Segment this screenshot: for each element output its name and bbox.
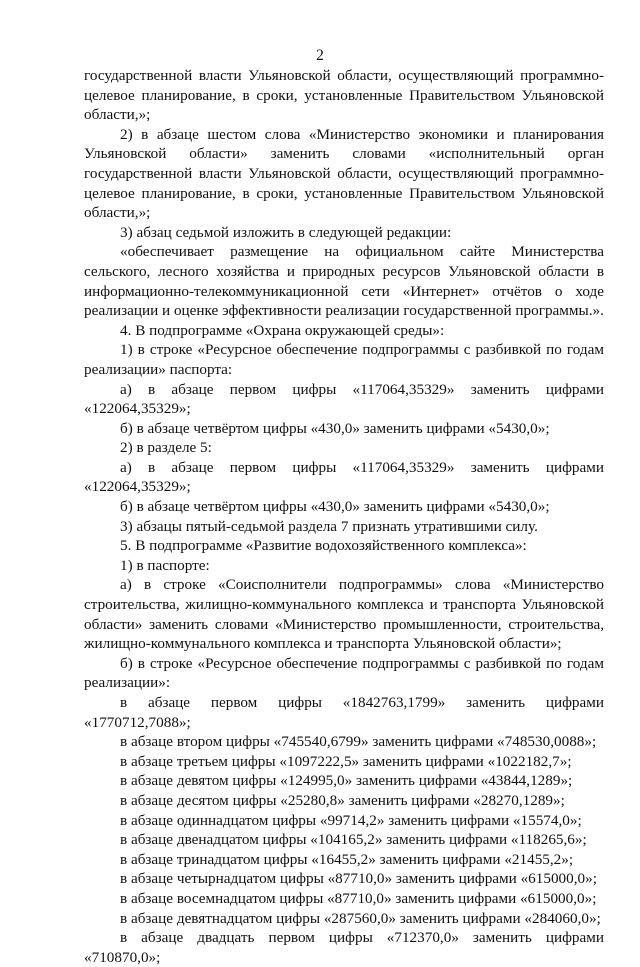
paragraph: 2) в абзаце шестом слова «Министерство экономики и планирования Ульяновской области» заменить словами «исполнительный орган государственной власти Ульяновской области, осуществляющий программно-целевое планирование, в сроки, установленные Правительством Ульяновской области,»; [84,125,604,222]
paragraph: в абзаце втором цифры «745540,6799» заменить цифрами «748530,0088»; [120,733,597,751]
paragraph: а) в абзаце первом цифры «117064,35329» заменить цифрами «122064,35329»; [84,458,604,496]
paragraph: в абзаце четырнадцатом цифры «87710,0» заменить цифрами «615000,0»; [120,870,597,888]
paragraph: б) в абзаце четвёртом цифры «430,0» заменить цифрами «5430,0»; [120,419,550,437]
paragraph: 2) в разделе 5: [120,439,212,457]
paragraph: б) в строке «Ресурсное обеспечение подпрограммы с разбивкой по годам реализации»: [84,654,604,692]
paragraph: в абзаце девятнадцатом цифры «287560,0» заменить цифрами «284060,0»; [120,909,601,927]
paragraph: в абзаце одиннадцатом цифры «99714,2» заменить цифрами «15574,0»; [120,811,582,829]
paragraph: в абзаце десятом цифры «25280,8» заменить цифрами «28270,1289»; [120,791,565,809]
paragraph: в абзаце третьем цифры «1097222,5» заменить цифрами «1022182,7»; [120,752,572,770]
paragraph: государственной власти Ульяновской области, осуществляющий программно-целевое планирование, в сроки, установленные Правительством Ульяновской области,»; [84,67,604,124]
paragraph: 5. В подпрограмме «Развитие водохозяйственного комплекса»: [120,537,527,555]
paragraph: а) в абзаце первом цифры «117064,35329» заменить цифрами «122064,35329»; [84,380,604,418]
page-number: 2 [316,47,324,64]
paragraph: в абзаце первом цифры «1842763,1799» заменить цифрами «1770712,7088»; [84,694,604,731]
document-body [84,66,604,967]
paragraph: б) в абзаце четвёртом цифры «430,0» заменить цифрами «5430,0»; [120,498,550,516]
paragraph: 1) в строке «Ресурсное обеспечение подпрограммы с разбивкой по годам реализации» паспорта: [84,341,604,378]
paragraph: 3) абзацы пятый-седьмой раздела 7 признать утратившими силу. [120,517,538,535]
paragraph: в абзаце двенадцатом цифры «104165,2» заменить цифрами «118265,6»; [120,831,587,849]
paragraph: 1) в паспорте: [120,556,210,574]
paragraph: в абзаце восемнадцатом цифры «87710,0» заменить цифрами «615000,0»; [120,889,597,907]
paragraph: в абзаце девятом цифры «124995,0» заменить цифрами «43844,1289»; [120,772,573,790]
paragraph: в абзаце тринадцатом цифры «16455,2» заменить цифрами «21455,2»; [120,850,574,868]
paragraph: в абзаце двадцать первом цифры «712370,0» заменить цифрами «710870,0»; [84,929,604,966]
paragraph: «обеспечивает размещение на официальном сайте Министерства сельского, лесного хозяйства и природных ресурсов Ульяновской области в информационно-телекоммуникационной сети «Интернет» отчётов о ходе реализации и оценке эффективности реализации государственной программы.». [84,243,604,320]
paragraph: 3) абзац седьмой изложить в следующей редакции: [120,223,452,241]
paragraph: 4. В подпрограмме «Охрана окружающей среды»: [120,321,445,339]
paragraph: а) в строке «Соисполнители подпрограммы» слова «Министерство строительства, жилищно-коммунального комплекса и транспорта Ульяновской области» заменить словами «Министерство промышленности, строительства, жилищно-коммунального комплекса и транспорта Ульяновской области»; [84,576,604,653]
